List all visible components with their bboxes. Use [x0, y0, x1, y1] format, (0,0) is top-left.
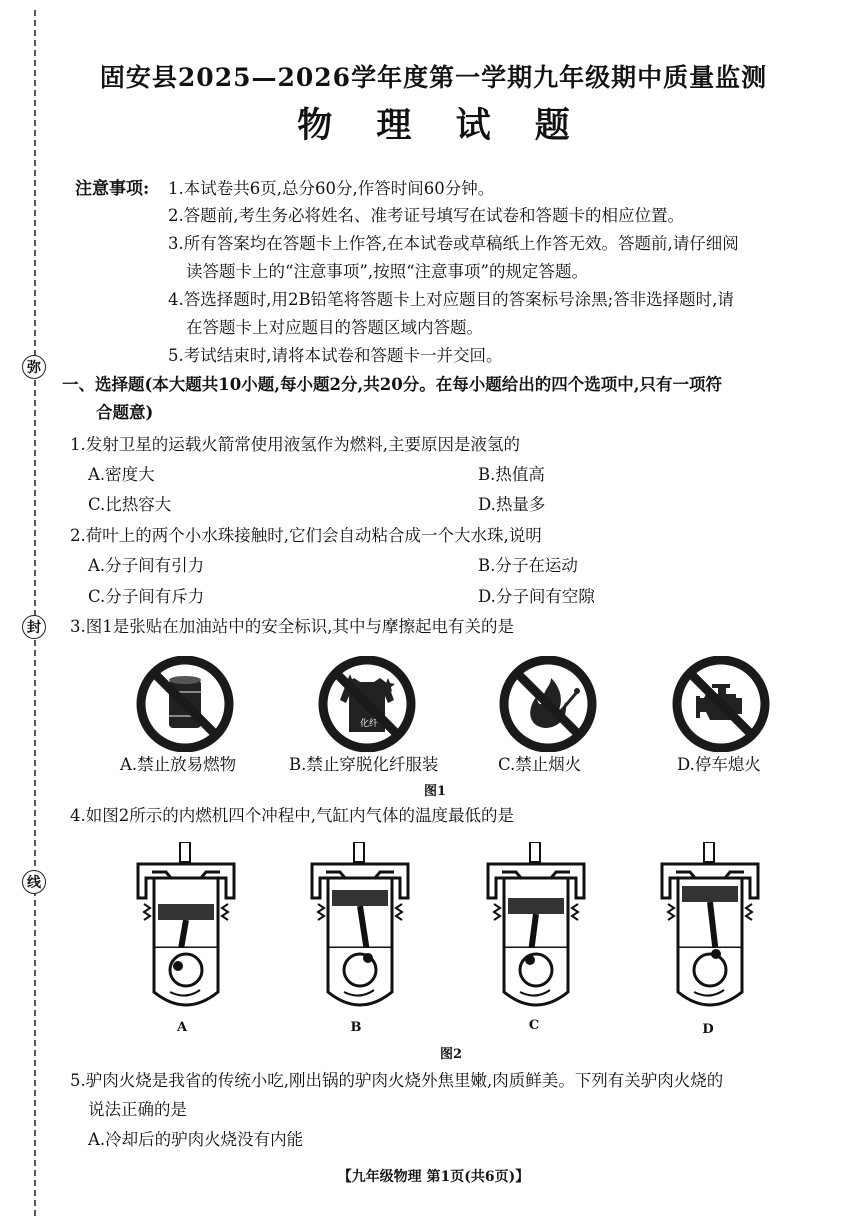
notice-item-3: 3.所有答案均在答题卡上作答,在本试卷或草稿纸上作答无效。答题前,请仔细阅	[168, 234, 739, 253]
sign-label-d: D.停车熄火	[677, 755, 761, 774]
sign-no-flammables	[134, 656, 236, 756]
page-footer: 【九年级物理 第1页(共6页)】	[337, 1169, 530, 1185]
figure-2-caption: 图2	[439, 1047, 463, 1062]
q4-stem: 4.如图2所示的内燃机四个冲程中,气缸内气体的温度最低的是	[70, 806, 514, 825]
binding-mark-xian: 线	[22, 870, 46, 894]
notice-item-4-cont: 在答题卡上对应题目的答题区域内答题。	[186, 318, 483, 337]
subject-title: 物 理 试 题	[297, 105, 586, 146]
sign-label-c: C.禁止烟火	[498, 755, 582, 774]
q1-option-b: B.热值高	[478, 465, 545, 484]
clothing-label: 化纤	[360, 719, 379, 729]
engine-label-b: B	[350, 1020, 362, 1035]
binding-mark-feng: 封	[22, 615, 46, 639]
sign-engine-off	[670, 656, 772, 756]
figure-1-caption: 图1	[423, 784, 447, 799]
q1-option-d: D.热量多	[478, 495, 546, 514]
sign-label-b: B.禁止穿脱化纤服装	[289, 755, 439, 774]
q2-stem: 2.荷叶上的两个小水珠接触时,它们会自动粘合成一个大水珠,说明	[70, 526, 542, 545]
engine-diagram-a	[130, 842, 242, 1016]
engine-diagram-c	[480, 842, 592, 1016]
q5-stem-cont: 说法正确的是	[88, 1100, 187, 1119]
sign-label-a: A.禁止放易燃物	[120, 755, 237, 774]
engine-diagram-d	[654, 842, 766, 1016]
q1-stem: 1.发射卫星的运载火箭常使用液氢作为燃料,主要原因是液氢的	[70, 435, 520, 454]
notice-item-2: 2.答题前,考生务必将姓名、准考证号填写在试卷和答题卡的相应位置。	[168, 206, 684, 225]
section1-heading-cont: 合题意)	[96, 403, 154, 422]
exam-title: 固安县2025—2026学年度第一学期九年级期中质量监测	[99, 63, 768, 92]
binding-mark-mi: 弥	[22, 355, 46, 379]
notice-item-3-cont: 读答题卡上的“注意事项”,按照“注意事项”的规定答题。	[186, 262, 588, 281]
q2-option-d: D.分子间有空隙	[478, 587, 595, 606]
notice-item-4: 4.答选择题时,用2B铅笔将答题卡上对应题目的答案标号涂黑;答非选择题时,请	[168, 290, 734, 309]
notice-item-5: 5.考试结束时,请将本试卷和答题卡一并交回。	[168, 346, 503, 365]
sign-no-synthetic-clothing	[316, 656, 418, 756]
notice-label: 注意事项:	[75, 179, 150, 199]
q2-option-c: C.分子间有斥力	[88, 587, 205, 606]
q1-option-c: C.比热容大	[88, 495, 172, 514]
q1-option-a: A.密度大	[88, 465, 155, 484]
engine-label-a: A	[176, 1020, 188, 1035]
q5-stem: 5.驴肉火烧是我省的传统小吃,刚出锅的驴肉火烧外焦里嫩,肉质鲜美。下列有关驴肉火烧的	[70, 1071, 724, 1090]
q2-option-a: A.分子间有引力	[88, 556, 205, 575]
engine-label-c: C	[528, 1018, 540, 1033]
binding-line	[34, 10, 36, 1216]
notice-item-1: 1.本试卷共6页,总分60分,作答时间60分钟。	[168, 179, 495, 198]
q5-option-a: A.冷却后的驴肉火烧没有内能	[88, 1130, 304, 1149]
engine-label-d: D	[702, 1022, 714, 1037]
q3-stem: 3.图1是张贴在加油站中的安全标识,其中与摩擦起电有关的是	[70, 617, 514, 636]
sign-no-fire	[497, 656, 599, 756]
section1-heading: 一、选择题(本大题共10小题,每小题2分,共20分。在每小题给出的四个选项中,只有一项符	[62, 375, 722, 394]
q2-option-b: B.分子在运动	[478, 556, 578, 575]
engine-diagram-b	[304, 842, 416, 1016]
